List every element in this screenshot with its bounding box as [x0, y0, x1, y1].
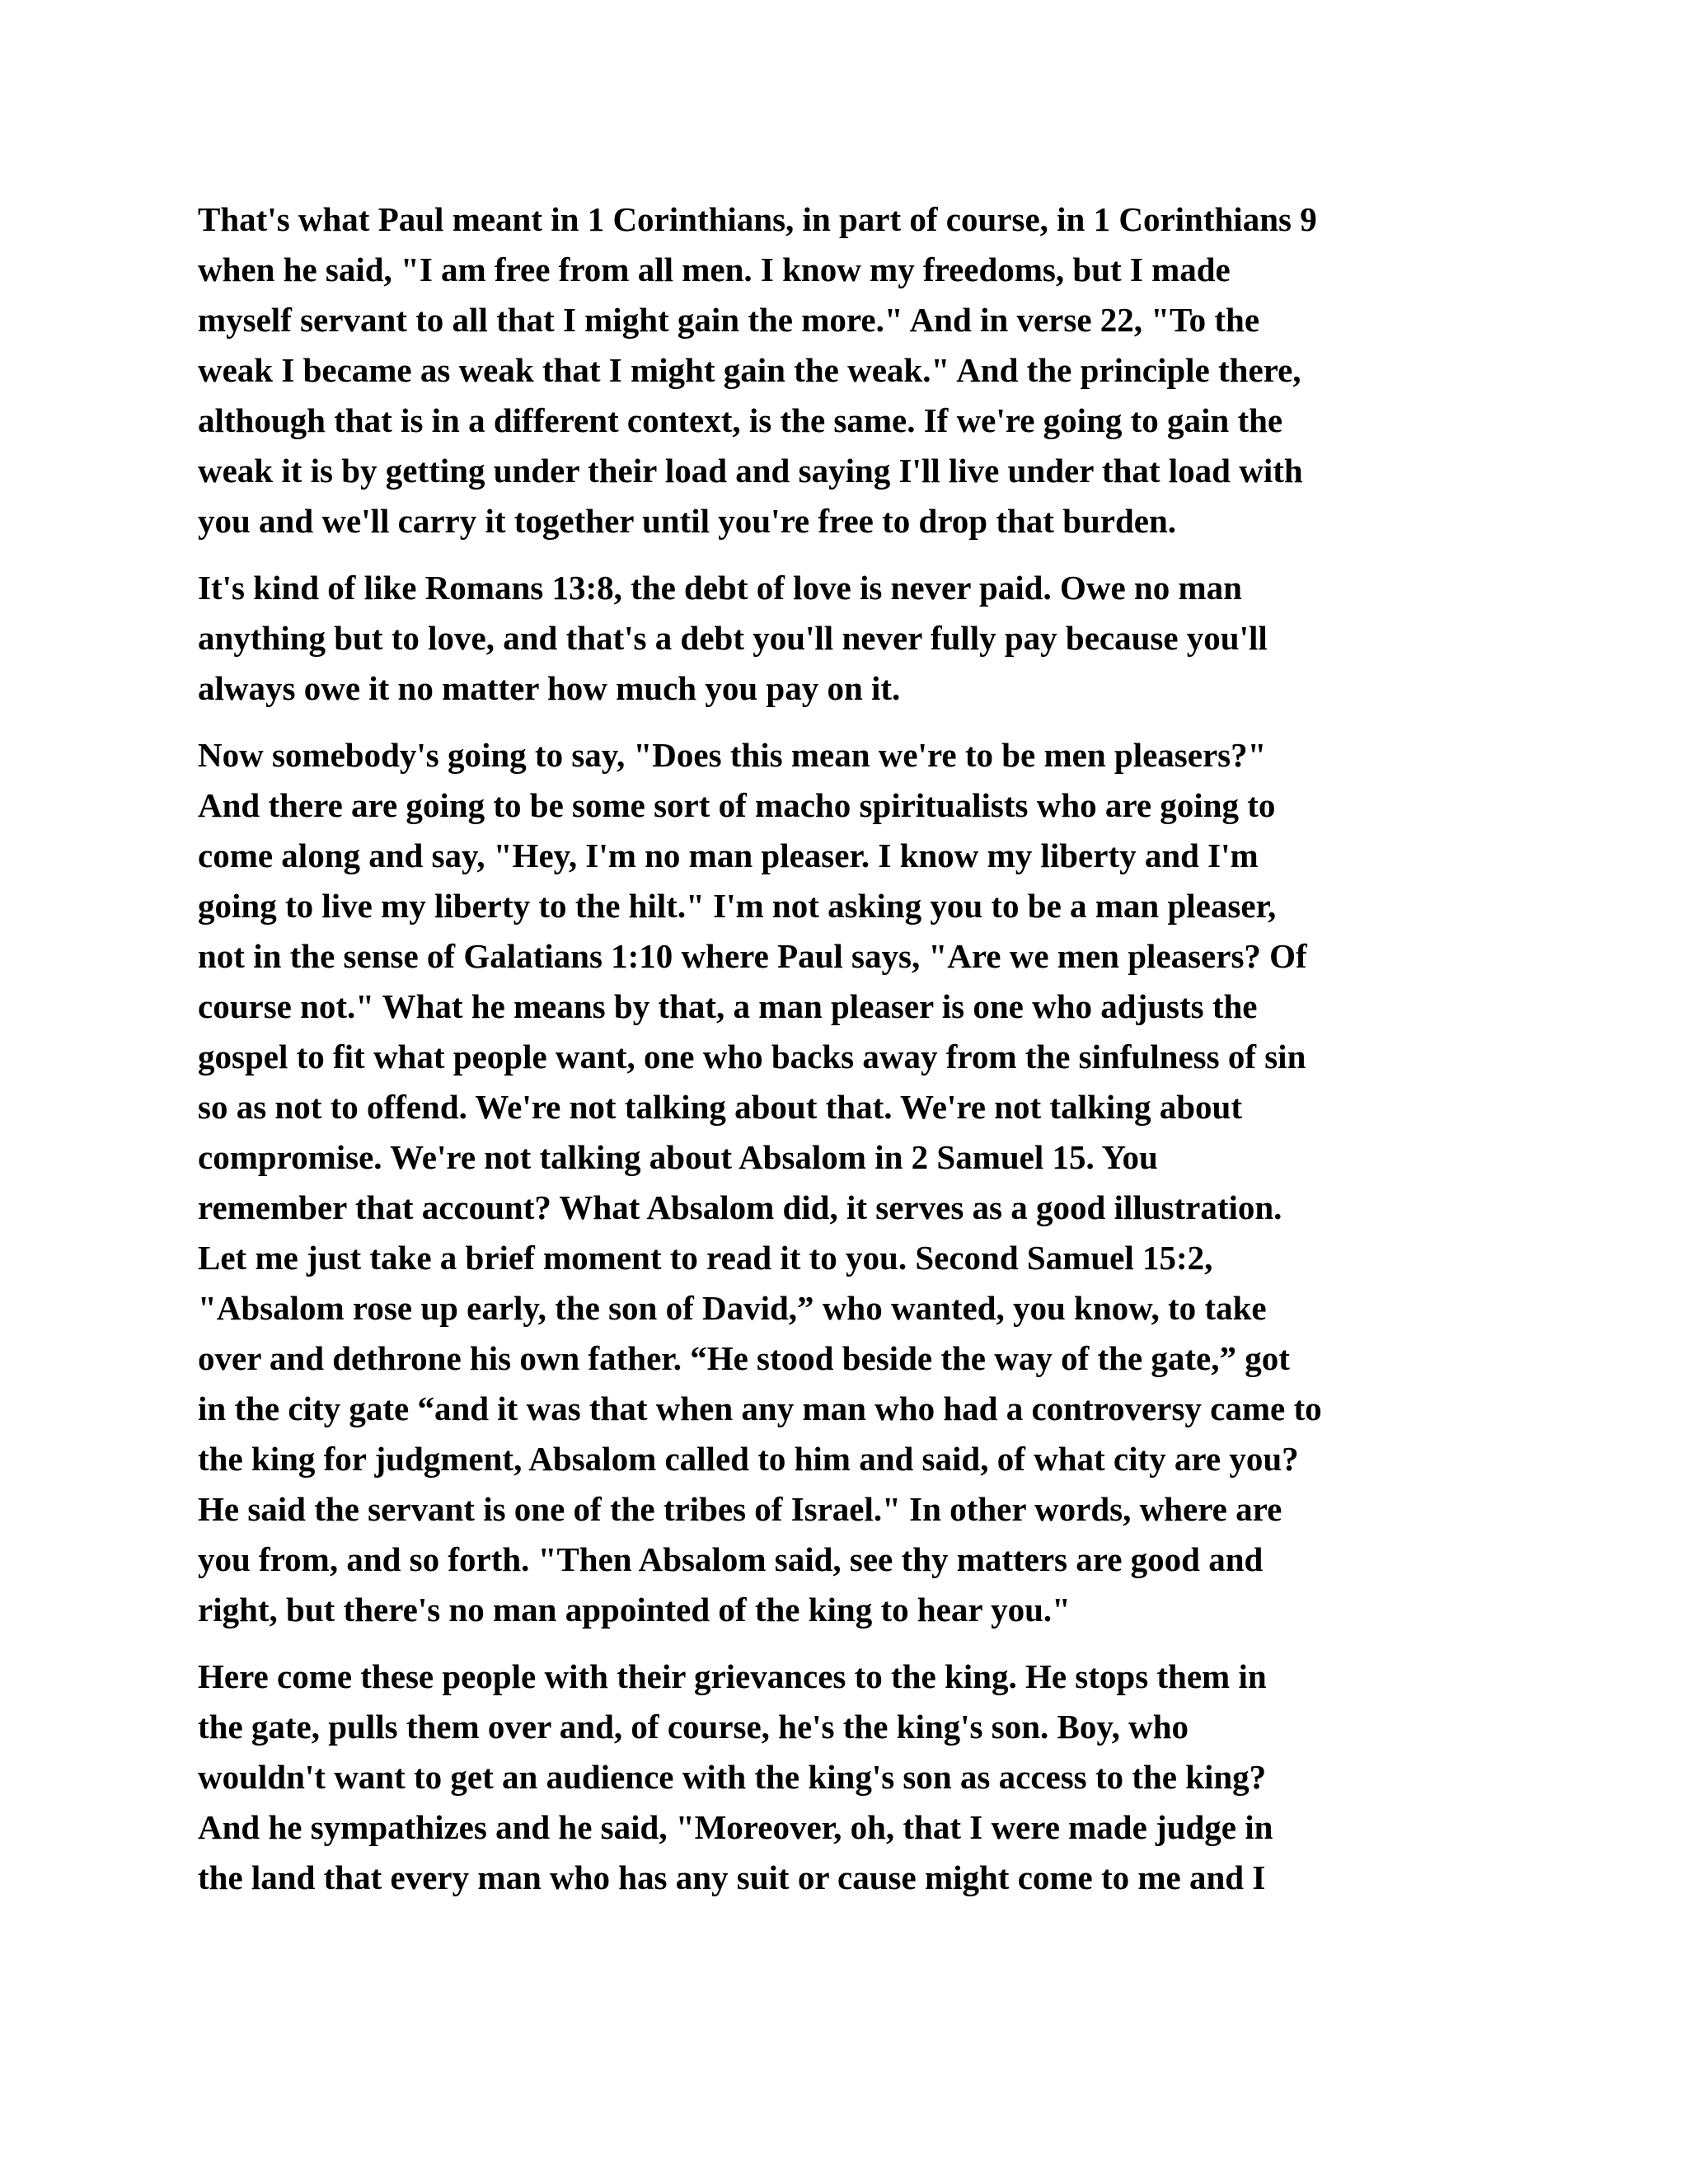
text-line: wouldn't want to get an audience with the king's son as access to the king?	[198, 1758, 1267, 1796]
text-line: right, but there's no man appointed of the king to hear you."	[198, 1591, 1071, 1629]
text-line: when he said, "I am free from all men. I know my freedoms, but I made	[198, 251, 1231, 288]
text-line: myself servant to all that I might gain the more." And in verse 22, "To the	[198, 301, 1260, 339]
text-line: not in the sense of Galatians 1:10 where Paul says, "Are we men pleasers? Of	[198, 937, 1307, 975]
text-line: come along and say, "Hey, I'm no man pleaser. I know my liberty and I'm	[198, 837, 1259, 874]
text-line: weak it is by getting under their load and saying I'll live under that load with	[198, 452, 1303, 490]
paragraph-1	[198, 194, 1500, 546]
text-line: And there are going to be some sort of macho spiritualists who are going to	[198, 786, 1276, 824]
text-line: "Absalom rose up early, the son of David,” who wanted, you know, to take	[198, 1289, 1267, 1327]
paragraph-2	[198, 563, 1500, 714]
text-line: Let me just take a brief moment to read it to you. Second Samuel 15:2,	[198, 1239, 1213, 1277]
text-line: gospel to fit what people want, one who backs away from the sinfulness of sin	[198, 1038, 1306, 1076]
text-line: you and we'll carry it together until you're free to drop that burden.	[198, 502, 1177, 540]
text-line: It's kind of like Romans 13:8, the debt of love is never paid. Owe no man	[198, 569, 1242, 607]
text-line: always owe it no matter how much you pay on it.	[198, 669, 901, 707]
text-line: course not." What he means by that, a man pleaser is one who adjusts the	[198, 987, 1258, 1025]
text-line: over and dethrone his own father. “He stood beside the way of the gate,” got	[198, 1339, 1290, 1377]
text-line: And he sympathizes and he said, "Moreover, oh, that I were made judge in	[198, 1808, 1273, 1846]
paragraph-3	[198, 730, 1500, 1635]
text-line: the king for judgment, Absalom called to him and said, of what city are you?	[198, 1440, 1299, 1478]
text-line: weak I became as weak that I might gain the weak." And the principle there,	[198, 351, 1301, 389]
text-line: going to live my liberty to the hilt." I'm not asking you to be a man pleaser,	[198, 887, 1277, 925]
text-line: you from, and so forth. "Then Absalom said, see thy matters are good and	[198, 1540, 1264, 1578]
text-line: remember that account? What Absalom did, it serves as a good illustration.	[198, 1188, 1282, 1226]
text-line: That's what Paul meant in 1 Corinthians, in part of course, in 1 Corinthians 9	[198, 200, 1317, 238]
text-line: Now somebody's going to say, "Does this mean we're to be men pleasers?"	[198, 736, 1267, 774]
text-line: Here come these people with their grievances to the king. He stops them in	[198, 1657, 1267, 1695]
document-body	[198, 194, 1500, 1919]
text-line: so as not to offend. We're not talking about that. We're not talking about	[198, 1088, 1242, 1126]
text-line: the land that every man who has any suit or cause might come to me and I	[198, 1858, 1266, 1896]
text-line: in the city gate “and it was that when any man who had a controversy came to	[198, 1390, 1322, 1427]
text-line: although that is in a different context, is the same. If we're going to gain the	[198, 401, 1283, 439]
text-line: anything but to love, and that's a debt you'll never fully pay because you'll	[198, 619, 1268, 657]
text-line: He said the servant is one of the tribes of Israel." In other words, where are	[198, 1490, 1282, 1528]
paragraph-4	[198, 1652, 1500, 1903]
text-line: the gate, pulls them over and, of course, he's the king's son. Boy, who	[198, 1708, 1189, 1746]
text-line: compromise. We're not talking about Absalom in 2 Samuel 15. You	[198, 1138, 1158, 1176]
